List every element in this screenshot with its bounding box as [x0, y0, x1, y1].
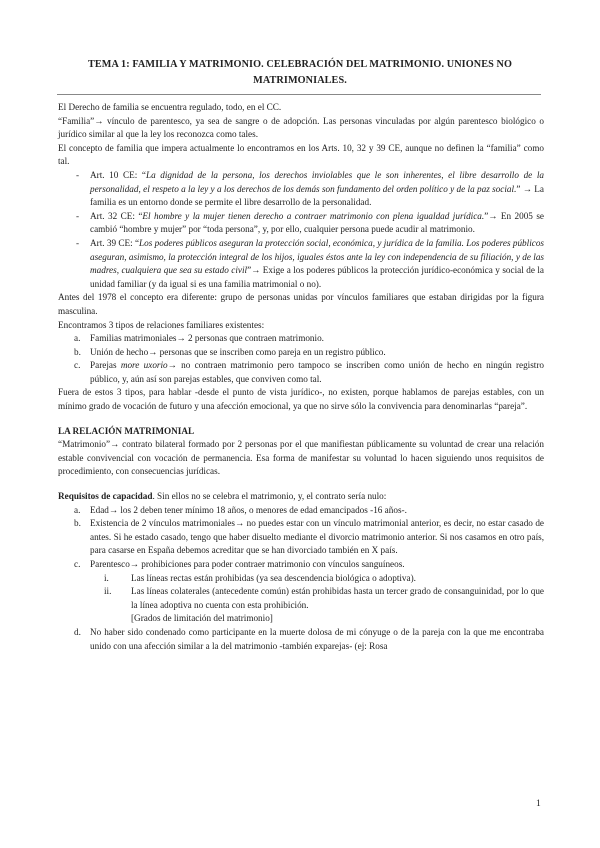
section-heading: LA RELACIÓN MATRIMONIAL	[58, 425, 195, 436]
article-10-item	[58, 169, 544, 210]
list-marker: -	[76, 210, 80, 221]
requisito-text: No haber sido condenado como participante en la muerte dolosa de mi cónyuge o de la pareja con la que me encontraba unido con una afección similar a la del matrimonio -también exparejas- (ej: Rosa	[90, 626, 544, 651]
type-item-c	[58, 359, 544, 386]
document-body	[58, 101, 544, 653]
list-marker: c.	[74, 360, 81, 371]
list-marker: a.	[74, 504, 81, 515]
requisito-item-a	[58, 504, 544, 518]
before-1978-paragraph: Antes del 1978 el concepto era diferente: grupo de personas unidas por vínculos familiares que estaban dirigidas por la figura masculina.	[58, 292, 544, 316]
requisito-item-d	[58, 626, 544, 653]
requisitos-label: Requisitos de capacidad	[58, 491, 153, 502]
article-note: ”→ Exige a los poderes públicos la protección jurídico-económica y social de la unidad familiar (y da igual si es una familia matrimonial o no).	[90, 265, 544, 289]
type-text: Parejas	[90, 360, 121, 371]
page-number: 1	[536, 799, 541, 809]
requisito-text: Parentesco→ prohibiciones para poder contraer matrimonio con vínculos sanguíneos.	[90, 559, 405, 569]
intro-paragraph-1: El Derecho de familia se encuentra regulado, todo, en el CC.	[58, 102, 282, 112]
grados-note: [Grados de limitación del matrimonio]	[131, 613, 273, 624]
type-text: Unión de hecho→ personas que se inscriben como pareja en un registro público.	[90, 346, 386, 357]
requisitos-paragraph	[58, 490, 544, 504]
list-marker: ii.	[104, 586, 112, 597]
subitem-text: Las líneas colaterales (antecedente común) están prohibidas hasta un tercer grado de consanguinidad, por lo que la línea adoptiva no cuenta con esta prohibición.	[131, 586, 544, 610]
list-marker: a.	[74, 333, 81, 344]
requisito-text: Edad→ los 2 deben tener mínimo 18 años, o menores de edad emancipados -16 años-.	[90, 504, 407, 515]
title-divider	[57, 94, 541, 95]
requisito-item-c	[58, 558, 544, 572]
type-text-continued: → no contraen matrimonio pero tampoco se inscriben como unión de hecho en ningún registro público, y, aún así son parejas estables, que conviven como tal.	[90, 360, 545, 384]
article-quote: La dignidad de la persona, los derechos inviolables que le son inherentes, el libre desarrollo de la personalidad, el respeto a la ley y a los derechos de los demás son fundamento del orden político y de la paz social.	[90, 169, 544, 194]
type-italic-term: more uxorio	[120, 360, 168, 371]
requisito-subitem-ii	[58, 585, 544, 612]
list-marker: d.	[74, 626, 81, 637]
article-note: ”→ En 2005 se cambió “hombre y mujer” por “toda persona”, y, por ello, cualquier persona puede acudir al matrimonio.	[90, 210, 544, 235]
article-ref: Art. 39 CE: “	[90, 237, 140, 248]
list-marker: -	[76, 169, 80, 180]
intro-paragraph-3: El concepto de familia que impera actualmente lo encontramos en los Arts. 10, 32 y 39 CE, aunque no definen la “familia” como tal.	[58, 142, 544, 167]
article-quote: Los poderes públicos aseguran la protección social, económica, y jurídica de la familia. Los poderes públicos aseguran, asimismo, la protección integral de los hijos, iguales éstos ante la ley con independencia de su filiación, y de las madres, cualquiera que sea su estado civil	[90, 237, 544, 276]
list-marker: -	[76, 237, 80, 248]
type-item-a	[58, 332, 544, 346]
type-text: Familias matrimoniales→ 2 personas que contraen matrimonio.	[90, 333, 324, 344]
article-ref: Art. 32 CE: “	[90, 210, 143, 221]
requisito-text: Existencia de 2 vínculos matrimoniales→ no puedes estar con un vínculo matrimonial anterior, es decir, no estar casado de antes. Si he estado casado, tengo que haber disuelto mediante el divorcio matrimonio anterior. Si nos casamos en otro país, para casarse en España debemos acreditar que se han divorciado también en X país.	[90, 518, 544, 556]
requisito-subitem-i	[58, 572, 544, 586]
article-note: ” → La familia es un entorno donde se permite el libre desarrollo de la personalidad.	[90, 183, 544, 208]
document-title: TEMA 1: FAMILIA Y MATRIMONIO. CELEBRACIÓN DEL MATRIMONIO. UNIONES NO MATRIMONIALES.	[87, 59, 513, 86]
types-intro: Encontramos 3 tipos de relaciones familiares existentes:	[58, 319, 265, 330]
outside-types-paragraph: Fuera de estos 3 tipos, para hablar -desde el punto de vista jurídico-, no existen, porque hablamos de parejas estables, con un mínimo grado de vocación de futuro y una afección emocional, ya que no sirve sólo la convivencia para denominarlas “pareja”.	[58, 387, 544, 412]
list-marker: b.	[74, 346, 81, 357]
article-32-item	[58, 210, 544, 237]
type-item-b	[58, 346, 544, 360]
article-ref: Art. 10 CE: “	[90, 169, 146, 180]
list-marker: i.	[104, 572, 109, 583]
list-marker: b.	[74, 518, 81, 529]
intro-paragraph-2: “Familia”→ vínculo de parentesco, ya sea de sangre o de adopción. Las personas vinculadas por algún parentesco biológico o jurídico similar al que la ley los reconozca como tales.	[58, 115, 544, 140]
article-quote: El hombre y la mujer tienen derecho a contraer matrimonio con plena igualdad jurídica.	[142, 210, 485, 221]
requisito-item-b	[58, 517, 544, 558]
requisitos-text: . Sin ellos no se celebra el matrimonio, y, el contrato sería nulo:	[152, 491, 387, 502]
matrimonio-definition: “Matrimonio”→ contrato bilateral formado por 2 personas por el que manifiestan públicamente su voluntad de crear una relación estable convivencial con vocación de permanencia. Esa forma de manifestar su voluntad lo hacen siguiendo unos requisitos de procedimiento, con consecuencias jurídicas.	[58, 439, 544, 477]
subitem-text: Las líneas rectas están prohibidas (ya sea descendencia biológica o adoptiva).	[131, 572, 416, 583]
list-marker: c.	[74, 559, 81, 569]
article-39-item	[58, 237, 544, 291]
